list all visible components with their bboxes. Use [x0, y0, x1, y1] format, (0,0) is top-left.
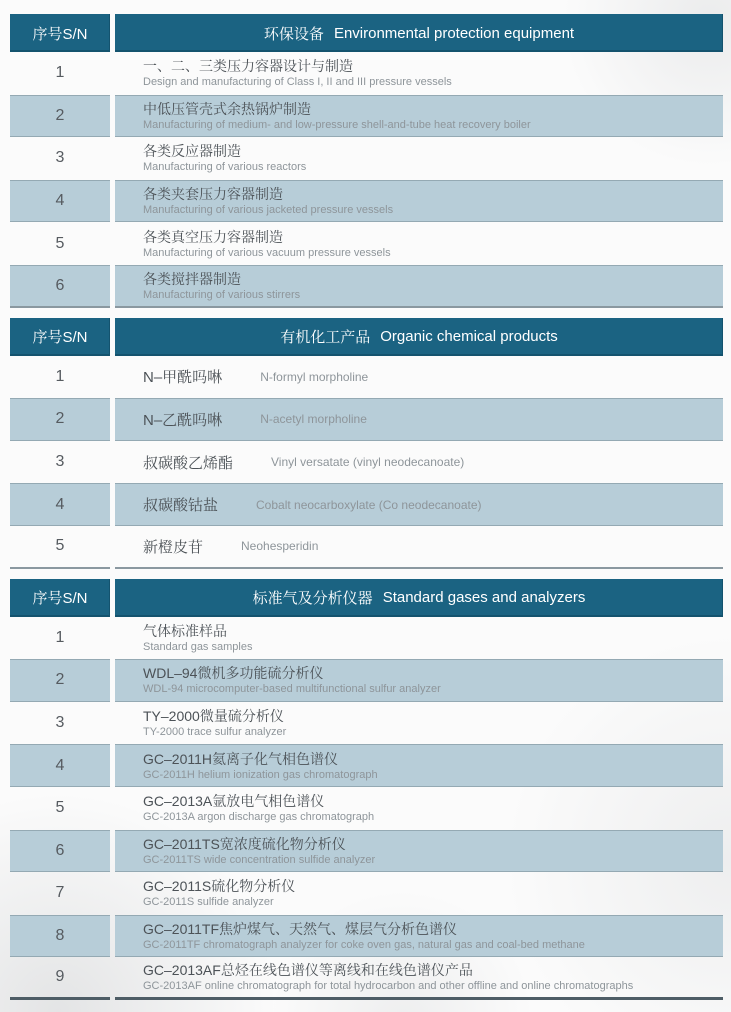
row-sn: 3	[55, 714, 65, 732]
row-content	[115, 95, 723, 138]
row-sn: 3	[55, 453, 65, 471]
row-content	[115, 356, 723, 399]
row-content	[115, 180, 723, 223]
row-text-zh: 各类夹套压力容器制造	[143, 186, 283, 203]
row-text-en: Manufacturing of various stirrers	[143, 288, 301, 301]
row-text-en: Manufacturing of various jacketed pressure vessels	[143, 204, 394, 217]
table-row	[10, 95, 723, 138]
row-text-en: TY-2000 trace sulfur analyzer	[143, 726, 287, 739]
row-sn: 1	[55, 64, 65, 82]
table-row	[10, 659, 723, 702]
row-text-en: GC-2011H helium ionization gas chromatograph	[143, 768, 378, 781]
section-title-en: Organic chemical products	[380, 328, 558, 346]
row-content	[115, 659, 723, 702]
table-row	[10, 915, 723, 958]
row-text-en: Cobalt neocarboxylate (Co neodecanoate)	[256, 497, 482, 512]
row-content	[115, 52, 723, 95]
table-row	[10, 483, 723, 526]
row-text-en: Manufacturing of various reactors	[143, 161, 307, 174]
row-text-en: GC-2013A argon discharge gas chromatograph	[143, 811, 375, 824]
row-sn: 2	[10, 659, 110, 702]
row-content	[115, 915, 723, 958]
row-sn: 6	[10, 830, 110, 873]
row-content	[115, 787, 723, 830]
row-text-en: Manufacturing of medium- and low-pressure shell-and-tube heat recovery boiler	[143, 118, 531, 131]
row-sn: 2	[10, 398, 110, 441]
section-header-row	[10, 14, 723, 52]
row-text-zh: N–甲酰吗啉	[143, 369, 223, 387]
row-text-en: GC-2013AF online chromatograph for total hydrocarbon and other offline and online chromatographs	[143, 980, 634, 993]
sn-header-label: 序号S/N	[32, 25, 88, 43]
row-sn: 6	[10, 265, 110, 308]
row-text-zh: 叔碳酸乙烯酯	[143, 454, 234, 472]
row-content	[115, 441, 723, 484]
table-row	[10, 356, 723, 399]
row-sn: 4	[10, 483, 110, 526]
row-sn: 9	[10, 957, 110, 1000]
row-text-en: N-formyl morpholine	[260, 369, 369, 384]
row-content	[115, 398, 723, 441]
table-row	[10, 830, 723, 873]
row-text-en: GC-2011S sulfide analyzer	[143, 896, 274, 909]
sn-column-header	[10, 318, 110, 356]
row-sn: 4	[10, 180, 110, 223]
sn-header-label: 序号S/N	[32, 590, 88, 608]
row-content	[115, 830, 723, 873]
row-content	[115, 957, 723, 1000]
row-content	[115, 265, 723, 308]
section-title-zh: 标准气及分析仪器	[252, 590, 373, 608]
table-row	[10, 441, 723, 484]
row-text-zh: 一、二、三类压力容器设计与制造	[143, 58, 353, 75]
row-text-zh: GC–2011H氦离子化气相色谱仪	[143, 750, 339, 767]
row-sn: 4	[10, 744, 110, 787]
section-title-en: Standard gases and analyzers	[382, 589, 586, 607]
section-header-row	[10, 318, 723, 356]
row-text-zh: GC–2011S硫化物分析仪	[143, 878, 296, 895]
table-row	[10, 957, 723, 1000]
row-text-en: Vinyl versatate (vinyl neodecanoate)	[271, 455, 465, 470]
table-row	[10, 702, 723, 745]
row-sn: 1	[55, 367, 65, 385]
row-text-zh: GC–2013AF总烃在线色谱仪等离线和在线色谱仪产品	[143, 962, 473, 979]
section-rows	[10, 617, 723, 1000]
row-text-en: N-acetyl morpholine	[260, 412, 367, 427]
row-sn: 2	[10, 95, 110, 138]
row-content	[115, 744, 723, 787]
row-text-zh: GC–2013A氩放电气相色谱仪	[143, 793, 325, 810]
row-sn: 1	[55, 628, 65, 646]
row-text-zh: 气体标准样品	[143, 622, 227, 639]
row-text-zh: WDL–94微机多功能硫分析仪	[143, 665, 324, 682]
row-text-zh: TY–2000微量硫分析仪	[143, 708, 284, 725]
row-text-en: Standard gas samples	[143, 640, 253, 653]
row-text-zh: 各类真空压力容器制造	[143, 228, 283, 245]
section-title-zh: 环保设备	[263, 25, 324, 43]
table-row	[10, 526, 723, 569]
row-content	[115, 526, 723, 569]
row-text-zh: 各类搅拌器制造	[143, 270, 241, 287]
row-sn: 3	[55, 149, 65, 167]
row-content	[115, 222, 723, 265]
section-header-row	[10, 579, 723, 617]
row-text-zh: GC–2011TF焦炉煤气、天然气、煤层气分析色谱仪	[143, 920, 457, 937]
catalog-section	[10, 318, 723, 569]
table-row	[10, 872, 723, 915]
row-text-en: Manufacturing of various vacuum pressure vessels	[143, 246, 391, 259]
section-rows	[10, 356, 723, 569]
sn-column-header	[10, 579, 110, 617]
table-row	[10, 265, 723, 308]
table-row	[10, 617, 723, 660]
row-text-zh: GC–2011TS宽浓度硫化物分析仪	[143, 835, 346, 852]
row-sn: 5	[10, 526, 110, 569]
row-text-en: GC-2011TS wide concentration sulfide analyzer	[143, 853, 376, 866]
row-content	[115, 483, 723, 526]
section-rows	[10, 52, 723, 308]
row-content	[115, 872, 723, 915]
section-title	[115, 318, 723, 356]
row-content	[115, 702, 723, 745]
table-row	[10, 222, 723, 265]
row-text-zh: 各类反应器制造	[143, 143, 241, 160]
row-text-zh: 叔碳酸钴盐	[143, 497, 219, 515]
table-row	[10, 398, 723, 441]
row-content	[115, 617, 723, 660]
row-content	[115, 137, 723, 180]
row-text-zh: 新橙皮苷	[143, 538, 204, 556]
section-title-zh: 有机化工产品	[280, 329, 371, 347]
row-text-en: Neohesperidin	[241, 539, 319, 554]
row-text-en: GC-2011TF chromatograph analyzer for coke oven gas, natural gas and coal-bed methane	[143, 938, 585, 951]
row-text-zh: N–乙酰吗啉	[143, 411, 223, 429]
section-title-en: Environmental protection equipment	[333, 24, 575, 42]
row-sn: 7	[55, 884, 65, 902]
sn-column-header	[10, 14, 110, 52]
table-row	[10, 52, 723, 95]
row-text-zh: 中低压管壳式余热锅炉制造	[143, 100, 311, 117]
row-text-en: WDL-94 microcomputer-based multifunctional sulfur analyzer	[143, 683, 441, 696]
row-text-en: Design and manufacturing of Class I, II and III pressure vessels	[143, 76, 452, 89]
row-sn: 8	[10, 915, 110, 958]
catalog-section	[10, 14, 723, 308]
row-sn: 5	[55, 234, 65, 252]
table-row	[10, 137, 723, 180]
table-row	[10, 180, 723, 223]
section-title	[115, 14, 723, 52]
row-sn: 5	[55, 799, 65, 817]
section-title	[115, 579, 723, 617]
sn-header-label: 序号S/N	[32, 329, 88, 347]
table-row	[10, 787, 723, 830]
catalog-section	[10, 579, 723, 1000]
table-row	[10, 744, 723, 787]
